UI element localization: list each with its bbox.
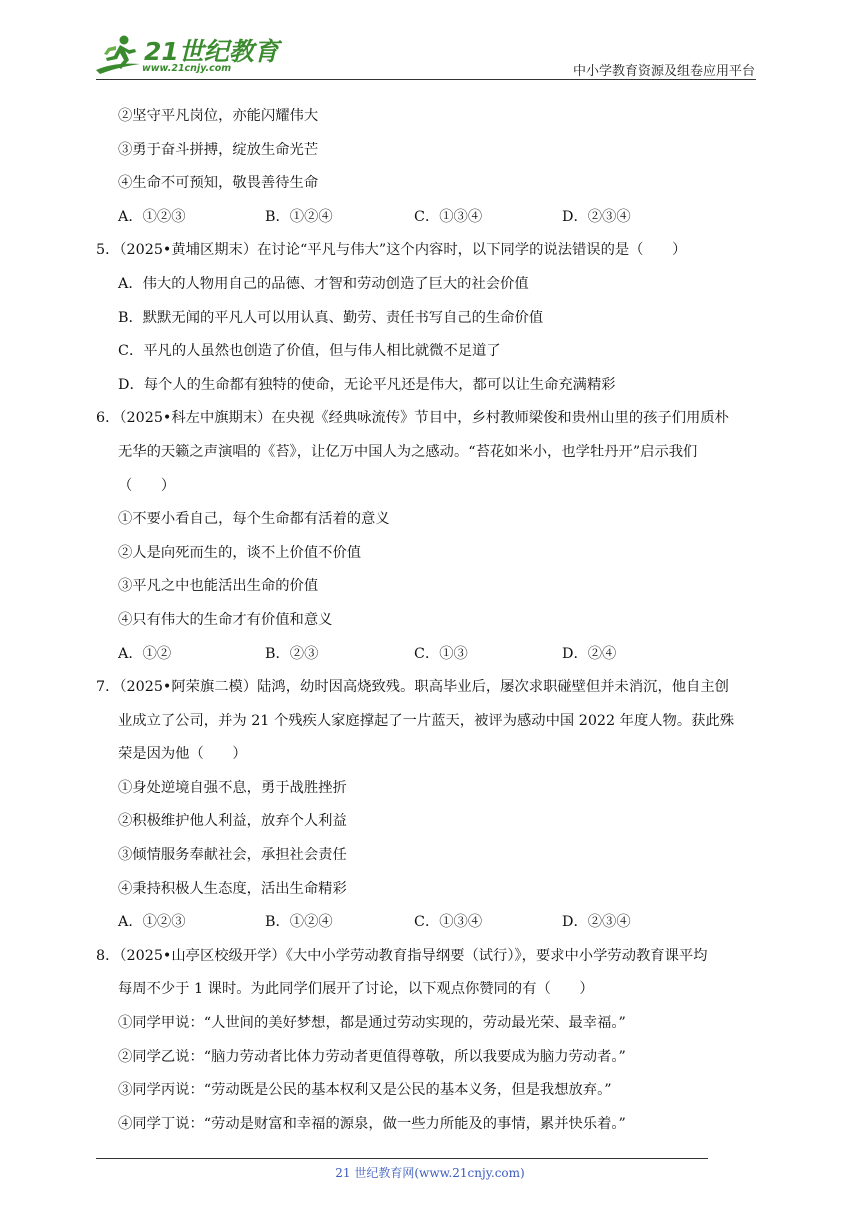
statement: ②同学乙说：“脑力劳动者比体力劳动者更值得尊敬，所以我要成为脑力劳动者。” [118, 1048, 626, 1065]
option-a: A．①②③ [118, 914, 186, 931]
footer-link[interactable]: 21 世纪教育网(www.21cnjy.com) [335, 1166, 525, 1180]
footer-divider [96, 1158, 708, 1159]
question-stem: 7．（2025•阿荣旗二模）陆鸿，幼时因高烧致残。职高毕业后，屡次求职碰壁但并未消沉，他自主创 [96, 679, 729, 696]
option-row [96, 638, 766, 672]
statement: ②坚守平凡岗位，亦能闪耀伟大 [118, 108, 319, 124]
option-d: D．②④ [562, 645, 617, 662]
statement: ③勇于奋斗拼搏，绽放生命光芒 [118, 141, 319, 158]
option-c: C．①③④ [414, 914, 483, 931]
logo-url: www.21cnjy.com [142, 63, 232, 74]
statement: ①同学甲说：“人世间的美好梦想，都是通过劳动实现的，劳动最光荣、最幸福。” [118, 1015, 626, 1032]
runner-logo-icon [94, 34, 142, 74]
statement: ④生命不可预知，敬畏善待生命 [118, 175, 319, 192]
page-header [0, 0, 860, 82]
question-stem-cont: 无华的天籁之声演唱的《苔》，让亿万中国人为之感动。“苔花如米小，也学牡丹开”启示我们 [118, 443, 698, 460]
choice-c: C．平凡的人虽然也创造了价值，但与伟人相比就微不足道了 [118, 343, 501, 360]
question-stem-cont: 每周不少于 1 课时。为此同学们展开了讨论，以下观点你赞同的有（ ） [118, 981, 594, 998]
statement: ④秉持积极人生态度，活出生命精彩 [118, 880, 347, 897]
option-d: D．②③④ [562, 208, 631, 225]
question-stem-cont: 荣是因为他（ ） [118, 746, 247, 763]
logo-title: 21世纪教育 [144, 37, 279, 66]
statement: ④只有伟大的生命才有价值和意义 [118, 611, 333, 628]
option-a: A．①②③ [118, 208, 186, 225]
header-platform-text: 中小学教育资源及组卷应用平台 [572, 64, 755, 79]
option-b: B．①②④ [265, 208, 333, 225]
option-b: B．②③ [265, 645, 319, 662]
header-divider [96, 79, 756, 80]
site-logo[interactable] [94, 30, 279, 78]
statement: ④同学丁说：“劳动是财富和幸福的源泉，做一些力所能及的事情，累并快乐着。” [118, 1115, 626, 1132]
question-stem-cont: （ ） [118, 477, 176, 494]
choice-b: B．默默无闻的平凡人可以用认真、勤劳、责任书写自己的生命价值 [118, 309, 544, 326]
option-a: A．①② [118, 645, 172, 662]
option-c: C．①③ [414, 645, 468, 662]
option-c: C．①③④ [414, 208, 483, 225]
statement: ②积极维护他人利益，放弃个人利益 [118, 813, 347, 830]
question-content [96, 100, 766, 1141]
option-d: D．②③④ [562, 914, 631, 931]
question-stem: 6．（2025•科左中旗期末）在央视《经典咏流传》节目中，乡村教师梁俊和贵州山里的孩子们用质朴 [96, 410, 729, 427]
option-b: B．①②④ [265, 914, 333, 931]
question-stem: 5．（2025•黄埔区期末）在讨论“平凡与伟大”这个内容时，以下同学的说法错误的是（ ） [96, 242, 687, 259]
statement: ③平凡之中也能活出生命的价值 [118, 578, 319, 595]
statement: ①身处逆境自强不息，勇于战胜挫折 [118, 779, 347, 796]
option-row [96, 201, 766, 235]
question-stem-cont: 业成立了公司，并为 21 个残疾人家庭撑起了一片蓝天，被评为感动中国 2022 年度人物。获此殊 [118, 712, 735, 729]
statement: ③同学丙说：“劳动既是公民的基本权利又是公民的基本义务，但是我想放弃。” [118, 1082, 612, 1099]
statement: ①不要小看自己，每个生命都有活着的意义 [118, 511, 390, 528]
choice-d: D．每个人的生命都有独特的使命，无论平凡还是伟大，都可以让生命充满精彩 [118, 376, 616, 393]
statement: ②人是向死而生的，谈不上价值不价值 [118, 544, 362, 561]
option-row [96, 906, 766, 940]
question-stem: 8．（2025•山亭区校级开学）《大中小学劳动教育指导纲要（试行）》，要求中小学劳动教育课平均 [96, 947, 708, 964]
choice-a: A．伟大的人物用自己的品德、才智和劳动创造了巨大的社会价值 [118, 275, 529, 292]
statement: ③倾情服务奉献社会，承担社会责任 [118, 847, 347, 864]
